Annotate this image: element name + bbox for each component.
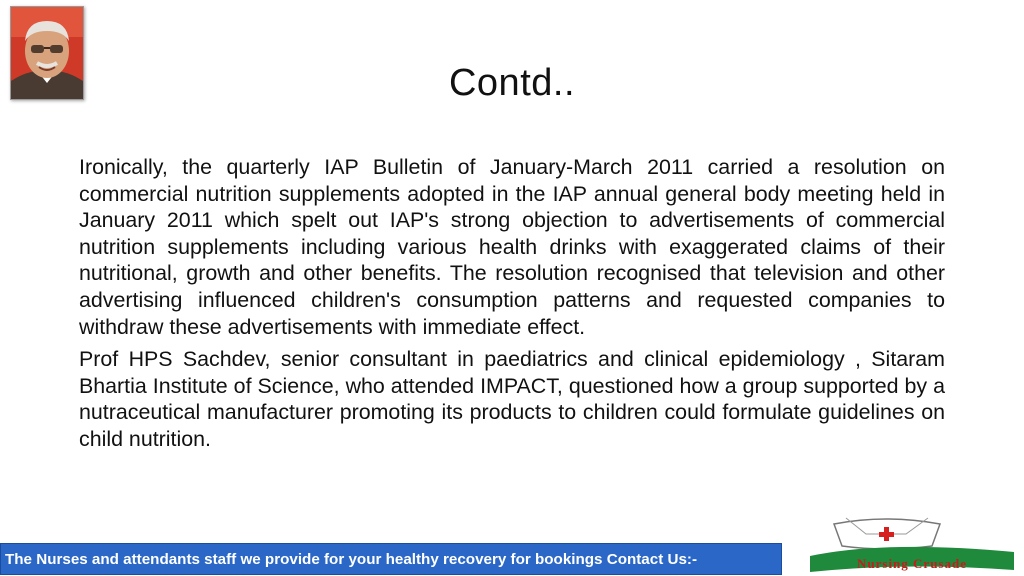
logo-text: Nursing Crusade xyxy=(857,556,967,571)
contact-banner-text: The Nurses and attendants staff we provide for your healthy recovery for bookings Contact Us:- xyxy=(5,550,698,568)
nursing-crusade-logo xyxy=(806,512,1018,574)
contact-banner xyxy=(0,543,782,575)
nurse-cap-icon xyxy=(806,512,1018,574)
slide-body xyxy=(79,154,945,459)
paragraph-iap-bulletin: Ironically, the quarterly IAP Bulletin of January-March 2011 carried a resolution on commercial nutrition supplements adopted in the IAP annual general body meeting held in January 2011 which spelt out IAP's strong objection to advertisements of commercial nutrition supplements including various health drinks with exaggerated claims of their nutritional, growth and other benefits. The resolution recognised that television and other advertising influenced children's consumption patterns and requested companies to withdraw these advertisements with immediate effect. xyxy=(79,155,945,339)
slide-title: Contd.. xyxy=(448,62,576,104)
paragraph-sachdev: Prof HPS Sachdev, senior consultant in paediatrics and clinical epidemiology , Sitaram Bhartia Institute of Science, who attended IMPACT, questioned how a group supported by a nutraceutical manufacturer promoting its products to children could formulate guidelines on child nutrition. xyxy=(79,347,945,451)
